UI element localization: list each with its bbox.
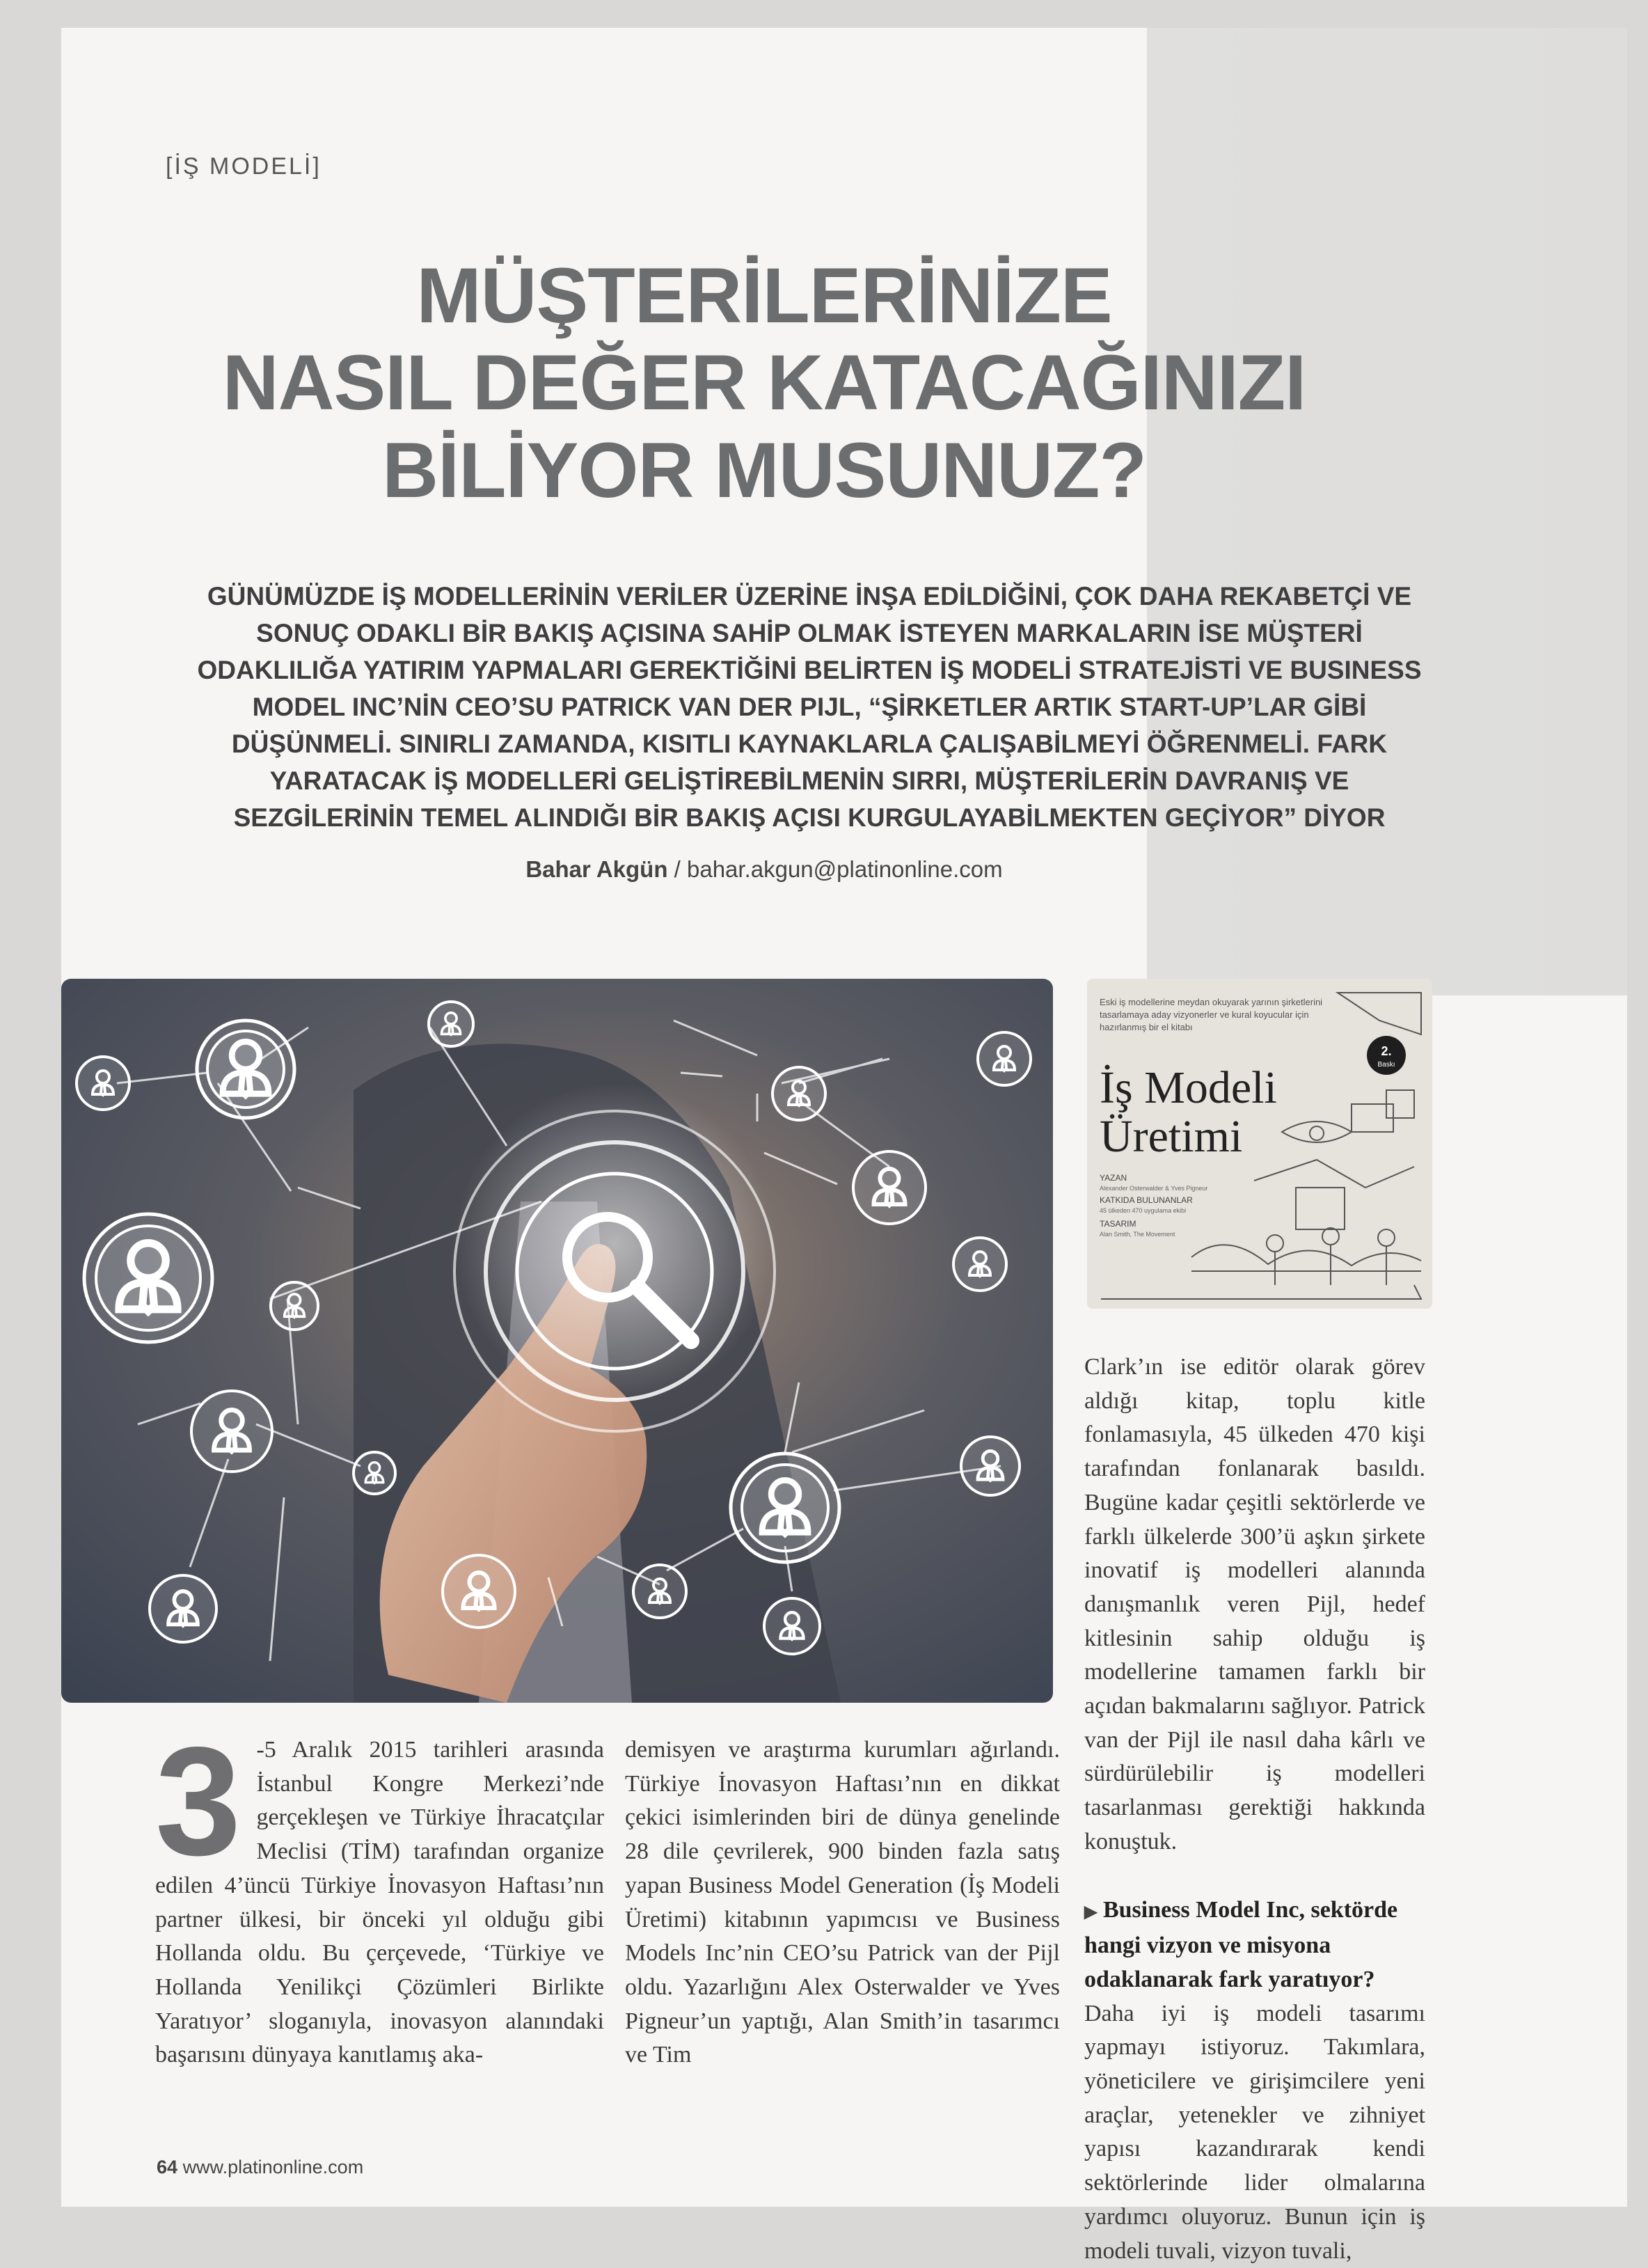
author-name: Bahar Akgün: [525, 856, 668, 882]
book-design-names: Alan Smith, The Movement: [1100, 1231, 1175, 1238]
footer-site[interactable]: www.platinonline.com: [182, 2157, 364, 2178]
magazine-page: [61, 28, 1627, 2264]
book-cover: [1087, 979, 1432, 1309]
article-column-3: [1084, 1350, 1425, 2268]
lead-line: YARATACAK İŞ MODELLERİ GELİŞTİREBİLMENİN SIRRI, MÜŞTERİLERİN DAVRANIŞ VE: [269, 766, 1349, 795]
byline-separator: /: [667, 856, 687, 882]
book-blurb-line: tasarlamaya aday vizyonerler ve kural koyucular için: [1100, 1009, 1309, 1020]
hero-photo: [61, 979, 1053, 1703]
book-contributors-text: 45 ülkeden 470 uygulama ekibi: [1100, 1207, 1187, 1214]
article-column-2: demisyen ve araştırma kurumları ağırlandı. Türkiye İnovasyon Haftası’nın en dikkat çekici isimlerinden biri de dünya genelinde 28 dile çevrilerek, 900 binden fazla satış yapan Business Model Generation (İş Modeli Üretimi) kitabının yapımcısı ve Business Models Inc’nin CEO’su Patrick van der Pijl oldu. Yazarlığını Alex Osterwalder ve Yves Pigneur’un yaptığı, Alan Smith’in tasarımcı ve Tim: [625, 1737, 1060, 2068]
book-title-line-1: İş Modeli: [1100, 1062, 1277, 1113]
interview-question: [1084, 1893, 1425, 1997]
lead-line: MODEL INC’NİN CEO’SU PATRICK VAN DER PIJL, “ŞİRKETLER ARTIK START-UP’LAR GİBİ: [252, 693, 1367, 721]
section-tag: [İŞ MODELİ]: [166, 153, 322, 180]
lead-line: DÜŞÜNMELİ. SINIRLI ZAMANDA, KISITLI KAYNAKLARLA ÇALIŞABİLMEYİ ÖĞRENMELİ. FARK: [231, 730, 1388, 758]
article-column-3-paragraph-2: Daha iyi iş modeli tasarımı yapmayı istiyoruz. Takımlara, yöneticilere ve girişimcilere yeni araçlar, yetenekler ve zihniyet yapısı kazandırarak kendi sektörlerinde lider olmalarına yardımcı oluyoruz. Bunun için iş modeli tuvali, vizyon tuvali,: [1084, 2000, 1425, 2264]
article-column-3-paragraph-1: Clark’ın ise editör olarak görev aldığı kitap, toplu kitle fonlamasıyla, 45 ülkeden 470 kişi tarafından fonlanarak basıldı. Bugüne kadar çeşitli sektörlerde ve farklı ülkelerde 300’ü aşkın şirkete inovatif iş modelleri alanında danışmanlık veren Pijl, hedef kitlesinin sahip olduğu iş modellerine tamamen farklı bir açıdan bakmalarını sağlıyor. Patrick van der Pijl ile nasıl daha kârlı ve sürdürülebilir iş modelleri tasarlanması gerektiği hakkında konuştuk.: [1084, 1354, 1425, 1854]
book-label-author: YAZAN: [1100, 1173, 1127, 1183]
edition-number: 2.: [1381, 1044, 1392, 1058]
book-label-design: TASARIM: [1100, 1219, 1136, 1229]
headline: [61, 252, 1467, 514]
page-number: 64: [157, 2157, 178, 2178]
lead-line: SONUÇ ODAKLI BİR BAKIŞ AÇISINA SAHİP OLMAK İSTEYEN MARKALARIN İSE MÜŞTERİ: [256, 619, 1363, 647]
headline-line-2: NASIL DEĞER KATACAĞINIZI: [222, 339, 1306, 427]
interview-question-text: Business Model Inc, sektörde hangi vizyon ve misyona odaklanarak fark yaratıyor?: [1084, 1896, 1398, 1992]
lead-paragraph: [159, 578, 1460, 836]
lead-line: SEZGİLERİNİN TEMEL ALINDIĞI BİR BAKIŞ AÇISI KURGULAYABİLMEKTEN GEÇİYOR” DİYOR: [233, 803, 1386, 832]
article-column-1-text: -5 Aralık 2015 tarihleri arasında İstanbul Kongre Merkezi’nde gerçekleşen ve Türkiye İhracatçılar Meclisi (TİM) tarafından organize edilen 4’üncü Türkiye İnovasyon Haftası’nın partner ülkesi, bir önceki yıl olduğu gibi Hollanda oldu. Bu çerçevede, ‘Türkiye ve Hollanda Yenilikçi Çözümleri Birlikte Yaratıyor’ sloganıyla, inovasyon alanındaki başarısını dünyaya kanıtlamış aka-: [155, 1737, 604, 2068]
article-column-1: [155, 1715, 604, 2072]
book-blurb-line: hazırlanmış bir el kitabı: [1100, 1022, 1193, 1032]
edition-label: Baskı: [1377, 1061, 1395, 1069]
lead-line: ODAKLILIĞA YATIRIM YAPMALARI GEREKTİĞİNİ BELİRTEN İŞ MODELİ STRATEJİSTİ VE BUSINESS: [197, 656, 1422, 684]
author-email[interactable]: bahar.akgun@platinonline.com: [687, 856, 1003, 882]
book-label-contributors: KATKIDA BULUNANLAR: [1100, 1195, 1193, 1205]
headline-line-1: MÜŞTERİLERİNİZE: [416, 252, 1112, 339]
triangle-bullet-icon: ▶: [1084, 1903, 1098, 1921]
drop-cap: 3: [155, 1715, 241, 1888]
book-title-line-2: Üretimi: [1100, 1111, 1243, 1162]
lead-line: GÜNÜMÜZDE İŞ MODELLERİNİN VERİLER ÜZERİNE İNŞA EDİLDİĞİNİ, ÇOK DAHA REKABETÇİ VE: [207, 582, 1412, 611]
byline: [61, 856, 1467, 883]
headline-line-3: BİLİYOR MUSUNUZ?: [382, 426, 1146, 514]
book-blurb-line: Eski iş modellerine meydan okuyarak yarının şirketlerini: [1100, 997, 1323, 1007]
book-author-names: Alexander Osterwalder & Yves Pigneur: [1100, 1185, 1208, 1192]
page-footer: [157, 2157, 363, 2178]
